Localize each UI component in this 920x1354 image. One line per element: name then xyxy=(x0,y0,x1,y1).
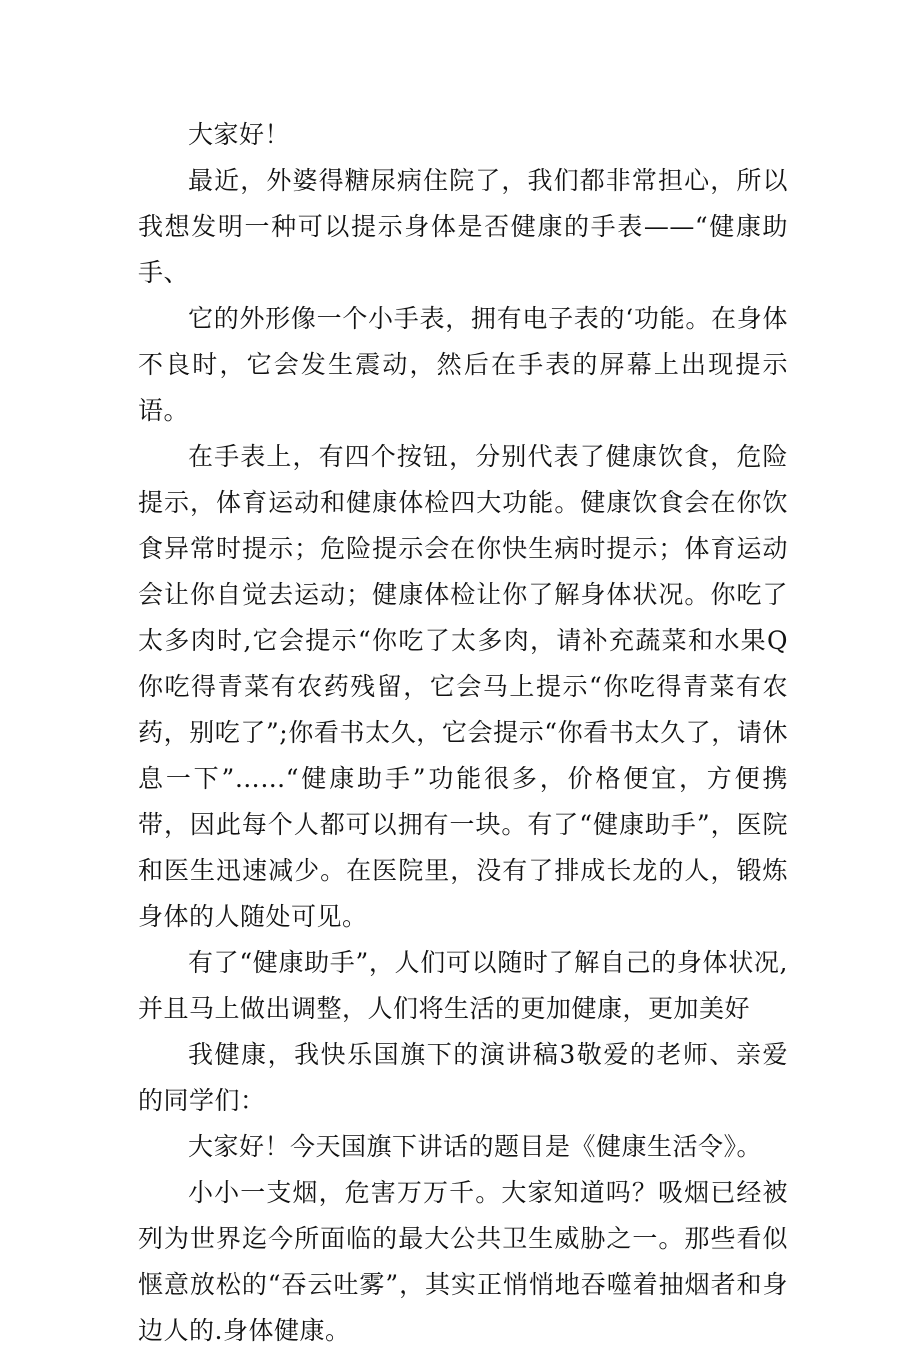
paragraph-speech-title: 我健康，我快乐国旗下的演讲稿3敬爱的老师、亲爱的同学们： xyxy=(138,1040,788,1115)
paragraph-benefits: 有了“健康助手”，人们可以随时了解自己的身体状况,并且马上做出调整，人们将生活的更加健康，更加美好 xyxy=(138,948,788,1023)
paragraph-speech-greeting: 大家好！今天国旗下讲话的题目是《健康生活令》。 xyxy=(188,1132,763,1161)
paragraph-smoking: 小小一支烟，危害万万千。大家知道吗？吸烟已经被列为世界迄今所面临的最大公共卫生威胁之一。那些看似惬意放松的“吞云吐雾”，其实正悄悄地吞噬着抽烟者和身边人的.身体健康。 xyxy=(138,1178,788,1345)
paragraph-greeting: 大家好！ xyxy=(188,120,291,149)
paragraph-appearance: 它的外形像一个小手表，拥有电子表的‘功能。在身体不良时，它会发生震动，然后在手表的屏幕上出现提示语。 xyxy=(138,304,788,425)
document-body xyxy=(138,112,788,1354)
paragraph-functions: 在手表上，有四个按钮，分别代表了健康饮食，危险提示，体育运动和健康体检四大功能。健康饮食会在你饮食异常时提示；危险提示会在你快生病时提示；体育运动会让你自觉去运动；健康体检让你了解身体状况。你吃了太多肉时,它会提示“你吃了太多肉，请补充蔬菜和水果Q你吃得青菜有农药残留，它会马上提示“你吃得青菜有农药，别吃了”;你看书太久，它会提示“你看书太久了，请休息一下”……“健康助手”功能很多，价格便宜，方便携带，因此每个人都可以拥有一块。有了“健康助手”，医院和医生迅速减少。在医院里，没有了排成长龙的人，锻炼身体的人随处可见。 xyxy=(138,442,788,931)
paragraph-invention-intro: 最近，外婆得糖尿病住院了，我们都非常担心，所以我想发明一种可以提示身体是否健康的手表——“健康助手、 xyxy=(138,166,788,287)
